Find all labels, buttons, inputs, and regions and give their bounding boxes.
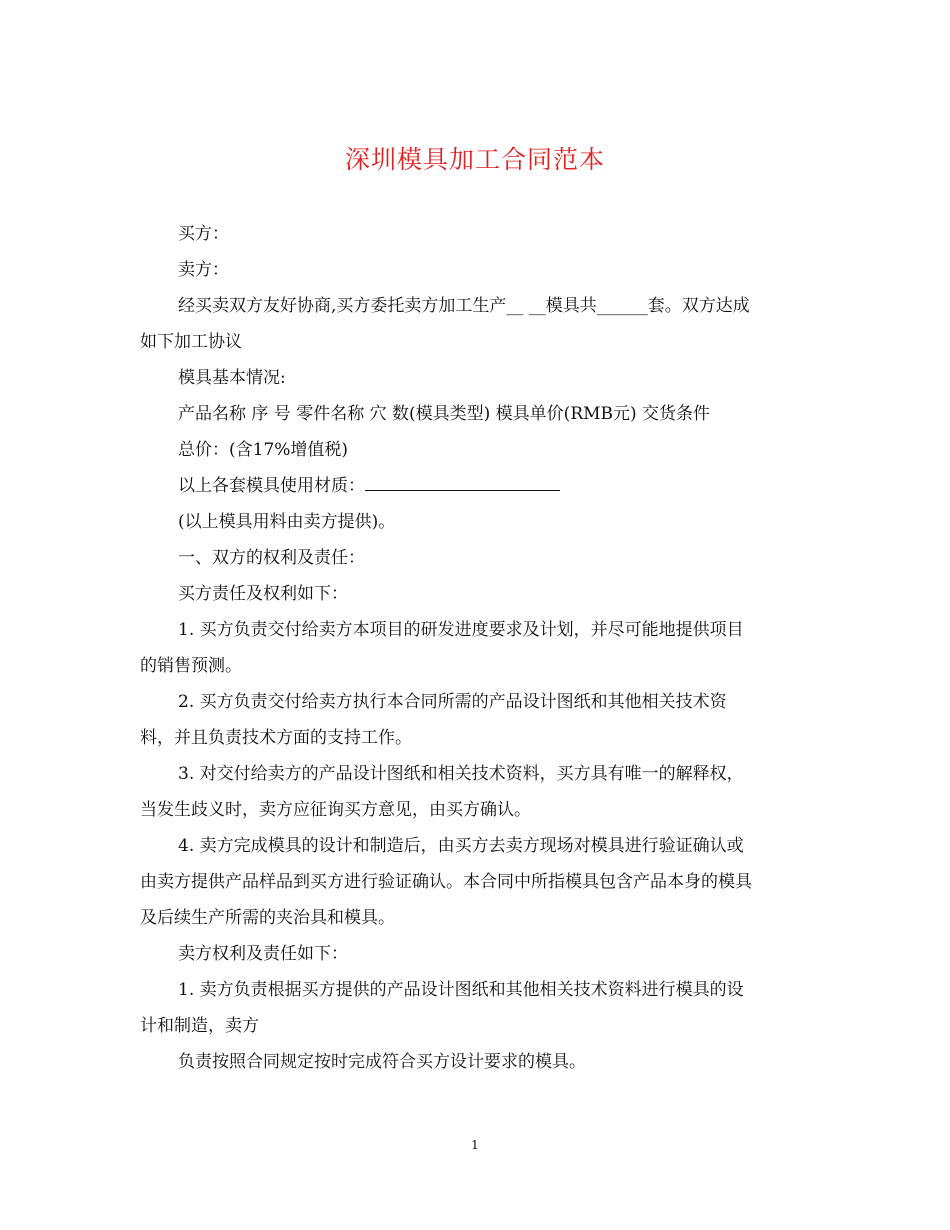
buyer-item-2-line-2: 料，并且负责技术方面的支持工作。 xyxy=(140,728,412,748)
buyer-item-2-line-1: 2. 买方负责交付给卖方执行本合同所需的产品设计图纸和其他相关技术资 xyxy=(178,692,727,712)
buyer-item-4-line-3: 及后续生产所需的夹治具和模具。 xyxy=(140,908,395,928)
seller-item-1-line-1: 1. 卖方负责根据买方提供的产品设计图纸和其他相关技术资料进行模具的设 xyxy=(178,980,744,1000)
intro-line-2: 如下加工协议 xyxy=(140,332,242,352)
intro-line-1: 经买卖双方友好协商,买方委托卖方加工生产__ __模具共______套。双方达成 xyxy=(178,296,750,316)
mold-info-heading: 模具基本情况: xyxy=(178,368,286,388)
material-note: (以上模具用料由卖方提供)。 xyxy=(178,512,396,532)
buyer-item-3-line-2: 当发生歧义时，卖方应征询买方意见，由买方确认。 xyxy=(140,800,531,820)
page-number: 1 xyxy=(471,1138,479,1152)
material-line xyxy=(178,474,560,498)
buyer-item-4-line-2: 由卖方提供产品样品到买方进行验证确认。本合同中所指模具包含产品本身的模具 xyxy=(140,872,752,892)
total-price: 总价：(含17%增值税) xyxy=(178,440,349,460)
material-blank xyxy=(365,474,560,491)
material-label: 以上各套模具使用材质： xyxy=(178,476,365,496)
seller-item-1-line-2: 计和制造，卖方 xyxy=(140,1016,259,1036)
buyer-item-1-line-2: 的销售预测。 xyxy=(140,656,242,676)
seller-label: 卖方： xyxy=(178,260,229,280)
buyer-item-3-line-1: 3. 对交付给卖方的产品设计图纸和相关技术资料，买方具有唯一的解释权， xyxy=(178,764,744,784)
buyer-item-1-line-1: 1. 买方负责交付给卖方本项目的研发进度要求及计划，并尽可能地提供项目 xyxy=(178,620,744,640)
buyer-label: 买方： xyxy=(178,224,229,244)
buyer-rights-heading: 买方责任及权利如下： xyxy=(178,584,348,604)
seller-rights-heading: 卖方权利及责任如下： xyxy=(178,944,348,964)
mold-table-header: 产品名称 序 号 零件名称 穴 数(模具类型) 模具单价(RMB元) 交货条件 xyxy=(178,404,711,424)
seller-item-1-line-3: 负责按照合同规定按时完成符合买方设计要求的模具。 xyxy=(178,1052,586,1072)
document-title: 深圳模具加工合同范本 xyxy=(344,145,605,174)
section-1-heading: 一、双方的权利及责任： xyxy=(178,548,365,568)
buyer-item-4-line-1: 4. 卖方完成模具的设计和制造后，由买方去卖方现场对模具进行验证确认或 xyxy=(178,836,744,856)
